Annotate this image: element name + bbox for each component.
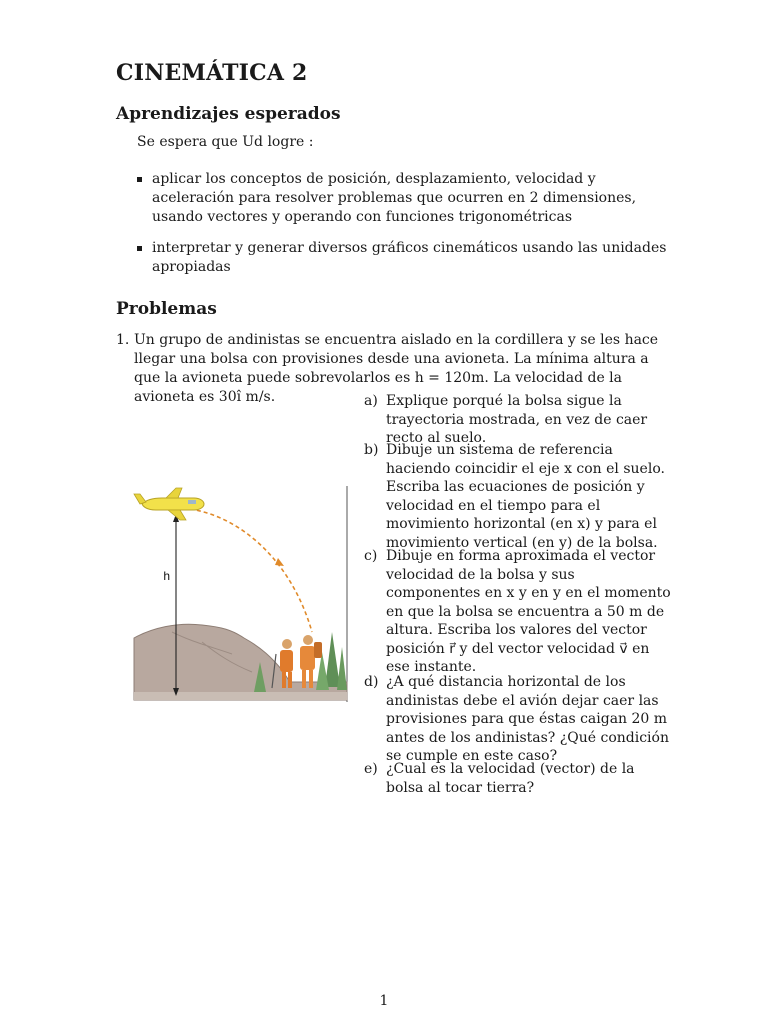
learning-heading: Aprendizajes esperados	[116, 104, 341, 124]
bullet-text: interpretar y generar diversos gráficos cinemáticos usando las unidades apropiadas	[152, 240, 667, 275]
part-text: Dibuje un sistema de referencia haciendo coincidir el eje x con el suelo. Escriba las ecuaciones de posición y velocidad en el tiempo para el movimiento horizontal (en x) y para el movimiento vertical (en y) de la bolsa.	[386, 442, 665, 551]
part-text: ¿Cual es la velocidad (vector) de la bolsa al tocar tierra?	[386, 761, 635, 796]
page-title: CINEMÁTICA 2	[116, 60, 308, 86]
part-text: ¿A qué distancia horizontal de los andinistas debe el avión dejar caer las provisiones para que éstas caigan 20 m antes de los andinistas? ¿Qué condición se cumple en este caso?	[386, 674, 669, 764]
ground	[134, 692, 347, 700]
bullet-icon	[137, 246, 142, 251]
bullet-icon	[137, 177, 142, 182]
problem-statement: Un grupo de andinistas se encuentra aislado en la cordillera y se les hace llegar una bolsa con provisiones desde una avioneta. La mínima altura a que la avioneta puede sobrevolarlos es h = 120m. La velocidad de la avioneta es 30î m/s.	[134, 332, 659, 405]
problem-part-d	[364, 673, 672, 766]
part-label: d)	[364, 674, 379, 690]
part-label: c)	[364, 548, 378, 564]
page-number: 1	[379, 993, 389, 1009]
problem-number: 1.	[116, 332, 130, 348]
problem-part-e	[364, 760, 672, 797]
problems-heading: Problemas	[116, 299, 217, 319]
problem-part-c	[364, 547, 672, 677]
trajectory-figure	[132, 482, 352, 704]
part-text: Dibuje en forma aproximada el vector velocidad de la bolsa y sus componentes en x y en y en el momento en que la bolsa se encuentra a 50 m de altura. Escriba los valores del vector posición r⃗ y del vector velocidad v⃗ en ese instante.	[386, 548, 671, 675]
learning-bullet	[137, 170, 667, 227]
learning-intro: Se espera que Ud logre :	[137, 134, 314, 150]
bullet-text: aplicar los conceptos de posición, desplazamiento, velocidad y aceleración para resolver problemas que ocurren en 2 dimensiones, usando vectores y operando con funciones trigonométricas	[152, 171, 637, 225]
problem-part-b	[364, 441, 672, 552]
part-text: Explique porqué la bolsa sigue la trayectoria mostrada, en vez de caer recto al suelo.	[386, 393, 648, 446]
trajectory-path	[190, 509, 312, 632]
height-label: h	[163, 569, 170, 583]
mountain-shape	[134, 624, 347, 700]
trajectory-arrow-icon	[275, 558, 284, 566]
airplane-icon	[134, 488, 204, 520]
part-label: e)	[364, 761, 378, 777]
part-label: b)	[364, 442, 379, 458]
problem-part-a	[364, 392, 672, 448]
part-label: a)	[364, 393, 378, 409]
learning-bullet	[137, 239, 667, 277]
